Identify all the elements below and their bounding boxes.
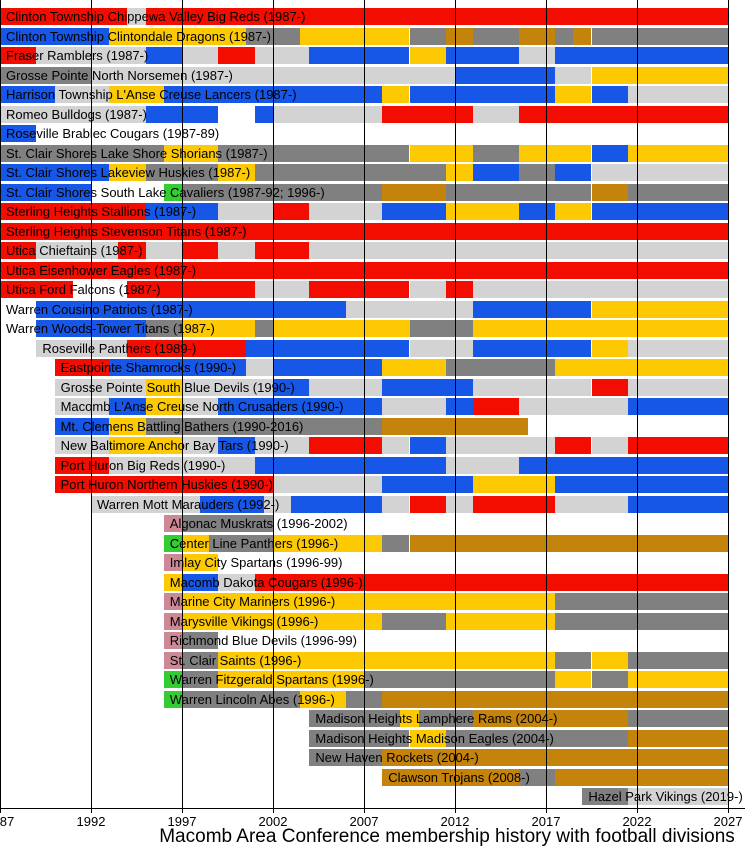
row-label: Center Line Panthers (1996-) (169, 535, 339, 551)
bar-segment-bronze (519, 28, 555, 45)
row-label: Madison Heights Madison Eagles (2004-) (315, 730, 554, 746)
bar-segment-silver (382, 398, 446, 415)
bar-segment-gold (519, 145, 592, 162)
tick-label: 1992 (76, 813, 106, 829)
bar-segment-red (382, 106, 473, 123)
bar-segment-red (410, 496, 446, 513)
bar-segment-silver (519, 398, 628, 415)
bar-segment-bronze (592, 184, 628, 201)
bar-segment-gray (473, 28, 519, 45)
bar-segment-red (446, 281, 473, 298)
bar-segment-gray (628, 184, 728, 201)
row-label: Port Huron Northern Huskies (1990-) (60, 477, 274, 492)
bar-segment-blue (519, 203, 555, 220)
bar-segment-blue (382, 476, 473, 493)
bar-segment-bronze (555, 769, 728, 786)
row-label: Hazel Park Vikings (2019-) (588, 789, 743, 804)
bar-segment-silver (309, 379, 382, 396)
bar-segment-gold (446, 164, 473, 181)
bar-segment-silver (628, 340, 728, 357)
tick-mark (182, 808, 183, 813)
tick-label: 1997 (167, 813, 197, 829)
bar-segment-blue (555, 476, 728, 493)
bar-segment-gray (446, 184, 592, 201)
bar-segment-blue (473, 340, 591, 357)
bar-segment-red (273, 203, 309, 220)
bar-segment-red (628, 437, 728, 454)
bar-segment-gold (592, 67, 729, 84)
bar-segment-blue (555, 47, 728, 64)
bar-segment-blue (519, 457, 728, 474)
bar-segment-gray (628, 652, 728, 669)
tick-mark (0, 808, 1, 813)
bar-segment-gray (255, 320, 273, 337)
row-label: Madison Heights Lamphere Rams (2004-) (315, 711, 558, 726)
tick-label: 2002 (258, 813, 288, 829)
row-label: Romeo Bulldogs (1987-) (6, 106, 147, 122)
row-label: Sterling Heights Stallions (1987-) (6, 204, 197, 219)
bar-segment-gray (410, 320, 474, 337)
bar-segment-blue (255, 457, 446, 474)
gridline (728, 0, 729, 808)
bar-segment-red (255, 242, 310, 259)
row-label: Port Huron Big Reds (1990-) (60, 457, 226, 473)
row-label: Grosse Pointe North Norsemen (1987-) (6, 67, 233, 83)
bar-segment-silver (555, 67, 591, 84)
timeline-row (0, 788, 750, 805)
row-label: Warren Cousino Patriots (1987-) (6, 301, 193, 317)
bar-segment-blue (592, 86, 628, 103)
bar-segment-gray (555, 28, 573, 45)
bar-segment-red (473, 398, 519, 415)
bar-segment-gold (555, 203, 591, 220)
row-label: Mt. Clemens Battling Bathers (1990-2016) (60, 418, 304, 434)
row-label: Utica Chieftains (1987-) (6, 243, 143, 258)
bar-segment-gold (555, 671, 591, 688)
bar-segment-blue (382, 203, 446, 220)
bar-segment-silver (246, 359, 273, 376)
tick-mark (637, 808, 638, 813)
bar-segment-gold (300, 28, 409, 45)
tick-label: 2022 (622, 813, 652, 829)
row-label: Roseville Brablec Cougars (1987-89) (6, 126, 220, 141)
row-label: Warren Lincoln Abes (1996-) (169, 691, 335, 707)
bar-segment-gold (273, 320, 410, 337)
row-label: Clinton Township Chippewa Valley Big Reds (1987-) (6, 9, 306, 24)
bar-segment-silver (473, 106, 519, 123)
bar-segment-blue (446, 47, 519, 64)
bar-segment-silver (255, 281, 310, 298)
bar-segment-blue (255, 106, 273, 123)
tick-label: 2017 (531, 813, 561, 829)
bar-segment-red (592, 379, 628, 396)
row-label: Macomb Dakota Cougars (1996-) (169, 574, 363, 590)
row-label: Sterling Heights Stevenson Titans (1987-) (6, 223, 247, 239)
row-label: Macomb L'Anse Creuse North Crusaders (1990-) (60, 399, 344, 414)
bar-segment-gray (628, 710, 728, 727)
gridline (455, 0, 456, 808)
bar-segment-silver (273, 476, 382, 493)
bar-segment-red (218, 47, 254, 64)
bar-segment-silver (592, 437, 628, 454)
bar-segment-silver (473, 281, 728, 298)
bar-segment-gold (473, 476, 555, 493)
bar-segment-blue (382, 379, 473, 396)
bar-segment-gray (382, 535, 409, 552)
bar-segment-silver (382, 496, 409, 513)
tick-label: 2027 (713, 813, 743, 829)
tick-mark (91, 808, 92, 813)
gridline (637, 0, 638, 808)
tick-label: 2012 (440, 813, 470, 829)
row-label: Imlay City Spartans (1996-99) (169, 555, 343, 570)
tick-label: 87 (0, 813, 15, 829)
bar-segment-red (555, 437, 591, 454)
bar-segment-bronze (382, 691, 728, 708)
bar-segment-silver (146, 242, 182, 259)
row-label: Roseville Panthers (1989-) (42, 340, 197, 356)
tick-mark (455, 808, 456, 813)
bar-segment-silver (410, 340, 474, 357)
bar-segment-gray (555, 652, 591, 669)
bar-segment-silver (309, 242, 728, 259)
x-axis (0, 808, 745, 809)
bar-segment-blue (628, 398, 728, 415)
bar-segment-blue (410, 437, 446, 454)
bar-segment-gold (382, 86, 409, 103)
tick-mark (273, 808, 274, 813)
bar-segment-silver (473, 379, 591, 396)
bar-segment-gray (410, 28, 446, 45)
bar-segment-silver (218, 203, 273, 220)
row-label: Marysville Vikings (1996-) (169, 613, 319, 629)
bar-segment-gold (410, 145, 474, 162)
bar-segment-red (309, 281, 409, 298)
row-label: New Haven Rockets (2004-) (315, 750, 479, 765)
bar-segment-silver (309, 203, 382, 220)
bar-segment-silver (592, 164, 729, 181)
bar-segment-bronze (382, 184, 446, 201)
bar-segment-gray (255, 164, 446, 181)
bar-segment-silver (446, 457, 519, 474)
row-label: St. Clair Shores Lake Shore Shorians (1987-) (6, 145, 268, 161)
bar-segment-blue (273, 359, 382, 376)
row-label: Utica Eisenhower Eagles (1987-) (6, 262, 197, 278)
row-label: Harrison Township L'Anse Creuse Lancers (1987-) (6, 87, 297, 102)
chart-title: Macomb Area Conference membership history with football divisions (159, 826, 735, 847)
bar-segment-gray (473, 145, 519, 162)
bar-segment-blue (246, 340, 410, 357)
row-label: Warren Mott Marauders (1992-) (97, 496, 280, 512)
bar-segment-gray (592, 28, 729, 45)
bar-segment-gold (555, 86, 591, 103)
tick-mark (546, 808, 547, 813)
bar-segment-silver (628, 379, 728, 396)
bar-segment-gold (628, 671, 728, 688)
tick-mark (728, 808, 729, 813)
bar-segment-white (218, 106, 254, 123)
bar-segment-silver (382, 437, 409, 454)
bar-segment-gray (364, 671, 555, 688)
bar-segment-bronze (446, 28, 473, 45)
bar-segment-blue (455, 67, 555, 84)
bar-segment-silver (446, 437, 555, 454)
gridline (0, 0, 1, 808)
row-label: Eastpointe Shamrocks (1990-) (60, 360, 237, 375)
row-label: Grosse Pointe South Blue Devils (1990-) (60, 379, 295, 395)
row-label: Warren Fitzgerald Spartans (1996-) (169, 672, 374, 687)
row-label: Clawson Trojans (2008-) (388, 769, 530, 785)
bar-segment-gray (555, 593, 728, 610)
bar-segment-gray (446, 359, 555, 376)
bar-segment-blue (446, 398, 473, 415)
gridline (546, 0, 547, 808)
row-label: Warren Woods-Tower Titans (1987-) (6, 321, 215, 336)
row-label: St. Clair Shores Lakeview Huskies (1987-) (6, 165, 251, 180)
bar-segment-gray (592, 671, 628, 688)
bar-segment-silver (555, 496, 628, 513)
bar-segment-red (473, 496, 555, 513)
row-label: Marine City Mariners (1996-) (169, 594, 336, 609)
bar-segment-silver (273, 106, 382, 123)
bar-segment-silver (410, 281, 446, 298)
bar-segment-red (519, 106, 728, 123)
row-label: St. Clair Saints (1996-) (169, 652, 302, 668)
bar-segment-red (309, 437, 382, 454)
row-label: Utica Ford Falcons (1987-) (6, 282, 161, 297)
tick-label: 2007 (349, 813, 379, 829)
bar-segment-red (182, 242, 218, 259)
bar-segment-blue (473, 301, 591, 318)
bar-segment-gold (446, 613, 555, 630)
bar-segment-blue (592, 145, 628, 162)
bar-segment-blue (592, 203, 729, 220)
bar-segment-bronze (410, 535, 729, 552)
bar-segment-gold (592, 301, 729, 318)
bar-segment-silver (519, 47, 555, 64)
bar-segment-blue (291, 496, 382, 513)
bar-segment-gold (473, 320, 728, 337)
row-label: St. Clair Shores South Lake Cavaliers (1987-92; 1996-) (6, 184, 325, 200)
row-label: Clinton Township Clintondale Dragons (1987-) (6, 28, 271, 44)
row-label: New Baltimore Anchor Bay Tars (1990-) (60, 438, 289, 453)
bar-segment-silver (255, 47, 310, 64)
bar-segment-bronze (628, 730, 728, 747)
bar-segment-gold (592, 340, 628, 357)
row-label: Richmond Blue Devils (1996-99) (169, 633, 357, 648)
bar-segment-gray (382, 613, 446, 630)
bar-segment-silver (218, 242, 254, 259)
bar-segment-blue (410, 86, 556, 103)
bar-segment-silver (628, 86, 728, 103)
bar-segment-gold (410, 47, 446, 64)
bar-segment-gold (382, 359, 446, 376)
bar-segment-blue (628, 496, 728, 513)
bar-segment-gold (628, 145, 728, 162)
row-label: Algonac Muskrats (1996-2002) (169, 516, 348, 531)
bar-segment-silver (446, 496, 473, 513)
bar-segment-gray (555, 613, 728, 630)
bar-segment-gray (519, 164, 555, 181)
bar-segment-blue (146, 47, 182, 64)
bar-segment-gold (555, 359, 728, 376)
bar-segment-gold (446, 203, 519, 220)
row-label: Fraser Ramblers (1987-) (6, 48, 149, 63)
bar-segment-silver (182, 47, 218, 64)
tick-mark (364, 808, 365, 813)
bar-segment-blue (555, 164, 591, 181)
bar-segment-blue (309, 47, 409, 64)
bar-segment-gold (592, 652, 628, 669)
bar-segment-bronze (573, 28, 591, 45)
bar-segment-blue (473, 164, 519, 181)
